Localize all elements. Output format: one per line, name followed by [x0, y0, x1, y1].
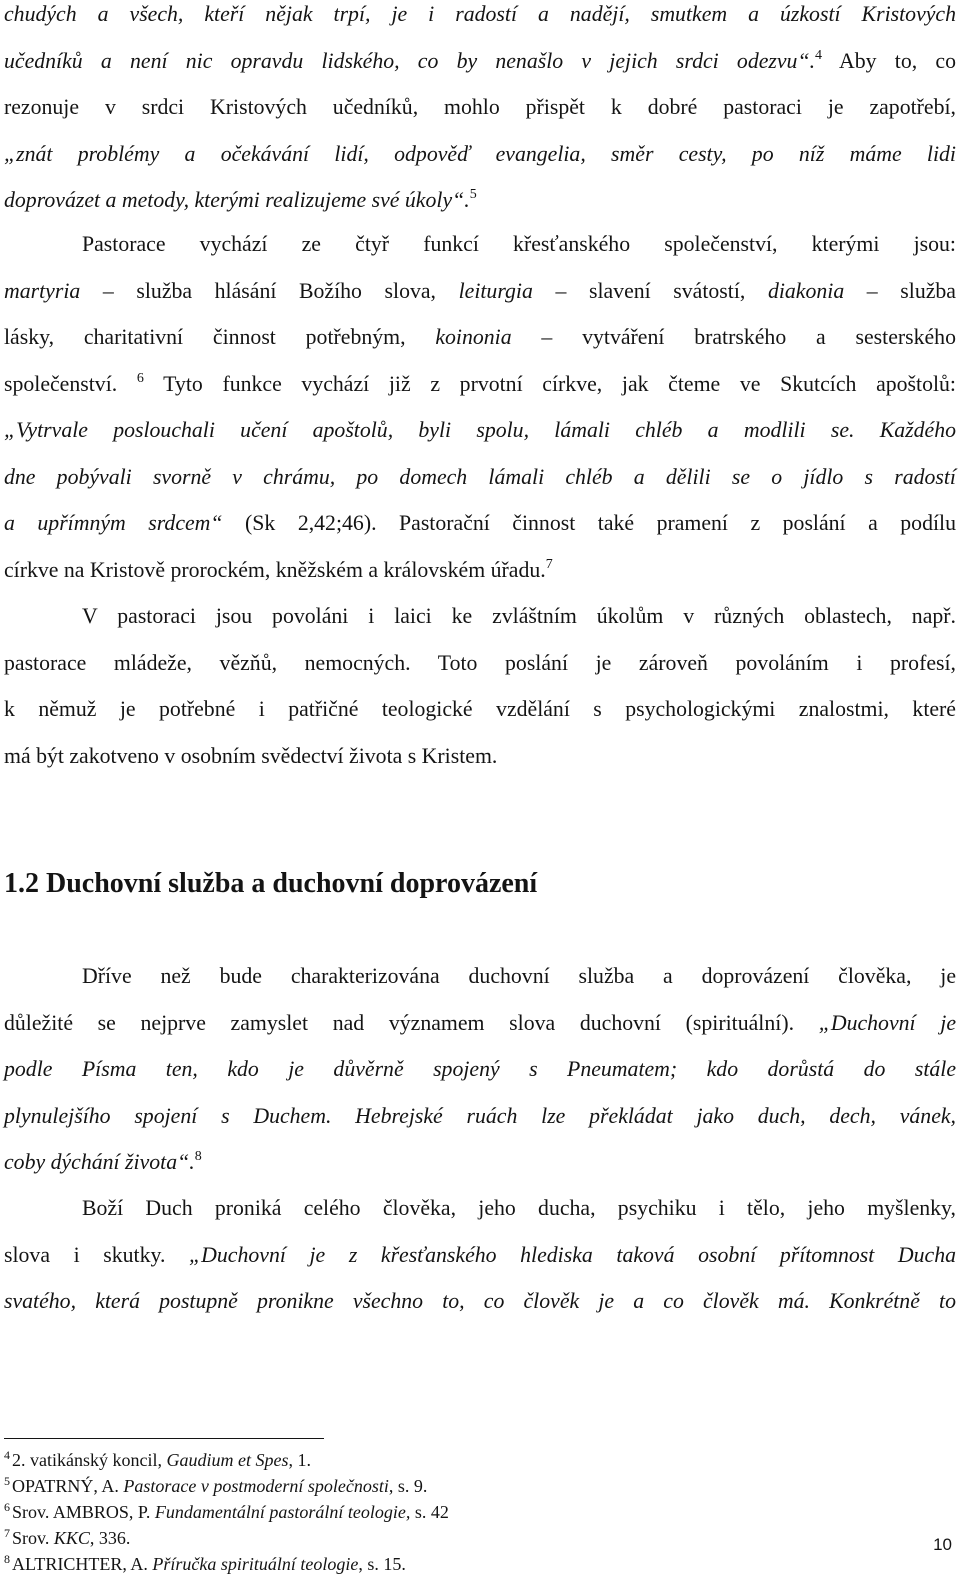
- footnote-7: $^7$ Srov. KKC, 336.: [4, 1526, 131, 1548]
- footnote-ref-6[interactable]: 6: [136, 370, 144, 386]
- text-line: „Vytrvale poslouchali učení apoštolů, byli spolu, lámali chléb a modlili se. Každého: [4, 418, 956, 442]
- paragraph-pastorace-funkce: [4, 221, 956, 593]
- text-line: V pastoraci jsou povoláni i laici ke zvláštním úkolům v různých oblastech, např.: [82, 604, 956, 628]
- text-line: má být zakotveno v osobním svědectví života s Kristem.: [4, 743, 498, 768]
- paragraph-laici: [4, 593, 956, 779]
- footnote-6: $^6$ Srov. AMBROS, P. Fundamentální pastorální teologie, s. 42: [4, 1500, 449, 1522]
- paragraph-duchovni: [4, 953, 956, 1186]
- text-line: společenství. $^6$ Tyto funkce vychází již z prvotní církve, jak čteme ve Skutcích apoštolů:: [4, 370, 956, 396]
- footnote-4: $^4$ 2. vatikánský koncil, Gaudium et Spes, 1.: [4, 1448, 311, 1470]
- text-line: plynulejšího spojení s Duchem. Hebrejské ruách lze překládat jako duch, dech, vánek,: [4, 1103, 956, 1128]
- paragraph-bozi-duch: [4, 1185, 956, 1325]
- text-line: pastorace mládeže, vězňů, nemocných. Toto poslání je zároveň povoláním i profesí,: [4, 650, 956, 675]
- text-line: Pastorace vychází ze čtyř funkcí křesťanského společenství, kterými jsou:: [82, 232, 956, 256]
- text-line: rezonuje v srdci Kristových učedníků, mohlo přispět k dobré pastoraci je zapotřebí,: [4, 95, 956, 119]
- text-line: učedníků a není nic opravdu lidského, co by nenašlo v jejich srdci odezvu“.$^4$ Aby to, co: [4, 47, 956, 73]
- footnotes: [4, 1447, 449, 1577]
- text-line: k němuž je potřebné i patřičné teologické vzdělání s psychologickými znalostmi, které: [4, 697, 956, 721]
- text-line: svatého, která postupně pronikne všechno to, co člověk je a co člověk má. Konkrétně to: [4, 1289, 956, 1313]
- section-heading: 1.2 Duchovní služba a duchovní doprovázení: [4, 868, 538, 899]
- footnote-ref-8[interactable]: 8: [194, 1149, 202, 1164]
- text-line: doprovázet a metody, kterými realizujeme své úkoly“.$^5$: [4, 187, 477, 212]
- text-line: Boží Duch proniká celého člověka, jeho ducha, psychiku i tělo, jeho myšlenky,: [82, 1196, 956, 1220]
- text-line: lásky, charitativní činnost potřebným, koinonia – vytváření bratrského a sesterského: [4, 325, 956, 349]
- footnote-ref-5[interactable]: 5: [469, 187, 477, 202]
- footnote-separator: [4, 1438, 324, 1439]
- footnote-5: $^5$ OPATRNÝ, A. Pastorace v postmoderní společnosti, s. 9.: [4, 1474, 428, 1496]
- text-line: coby dýchání života“.$^8$: [4, 1149, 202, 1174]
- text-line: podle Písma ten, kdo je důvěrně spojený s Pneumatem; kdo dorůstá do stále: [4, 1057, 956, 1081]
- text-line: chudých a všech, kteří nějak trpí, je i radostí a nadějí, smutkem a úzkostí Kristových: [4, 2, 956, 26]
- text-line: církve na Kristově prorockém, kněžském a královském úřadu.$^7$: [4, 556, 553, 582]
- text-line: Dříve než bude charakterizována duchovní služba a doprovázení člověka, je: [82, 964, 956, 988]
- text-line: martyria – služba hlásání Božího slova, leiturgia – slavení svátostí, diakonia – služba: [4, 278, 956, 303]
- footnote-8: $^8$ ALTRICHTER, A. Příručka spirituální teologie, s. 15.: [4, 1552, 406, 1574]
- text-line: důležité se nejprve zamyslet nad významem slova duchovní (spirituální). „Duchovní je: [4, 1010, 956, 1035]
- footnote-ref-7[interactable]: 7: [545, 556, 553, 572]
- footnote-ref-4[interactable]: 4: [815, 47, 823, 63]
- text-line: a upřímným srdcem“ (Sk 2,42;46). Pastorační činnost také pramení z poslání a podílu: [4, 511, 956, 535]
- page-number: 10: [933, 1535, 952, 1554]
- paragraph-continuation: [4, 0, 956, 224]
- text-line: dne pobývali svorně v chrámu, po domech lámali chléb a dělili se o jídlo s radostí: [4, 464, 956, 489]
- text-line: slova i skutky. „Duchovní je z křesťanského hlediska taková osobní přítomnost Ducha: [4, 1242, 956, 1267]
- text-line: „znát problémy a očekávání lidí, odpověď evangelia, směr cesty, po níž máme lidi: [4, 141, 956, 166]
